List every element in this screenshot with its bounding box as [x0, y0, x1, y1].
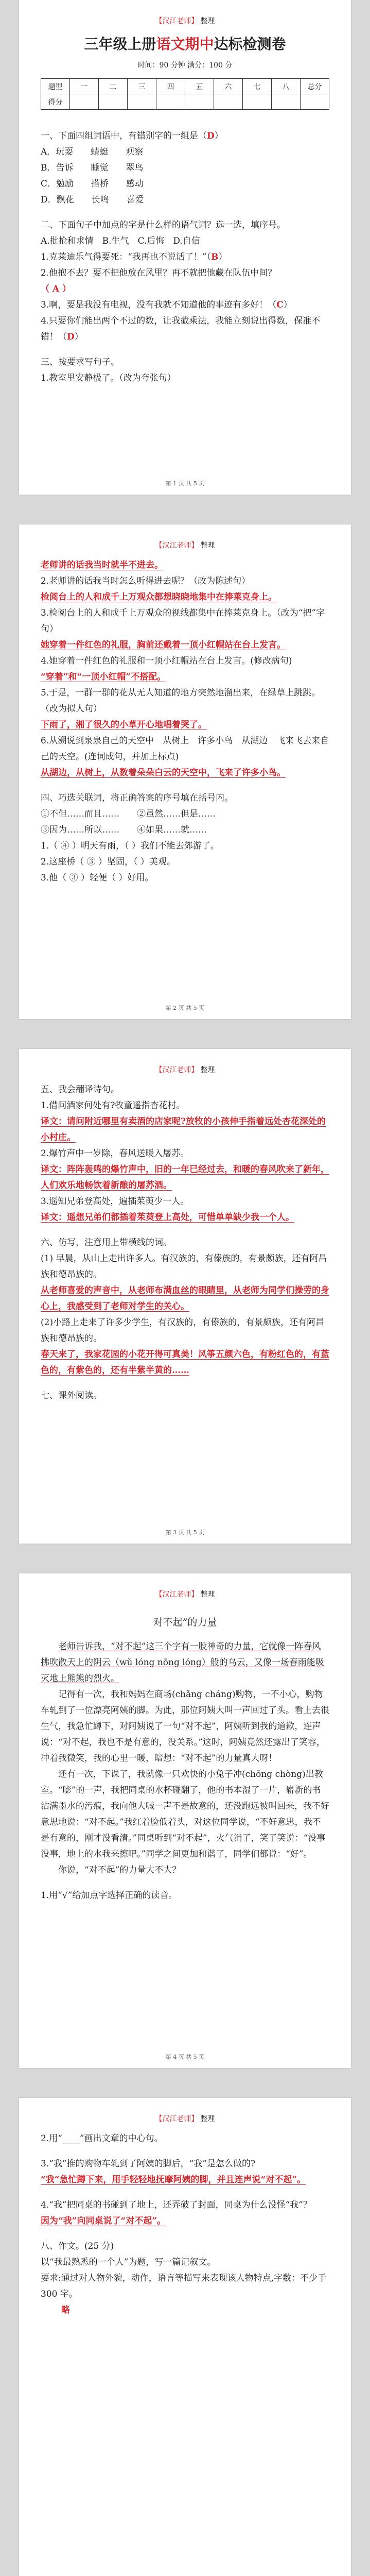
answer-6: 从湖边，从树上，从数着朵朵白云的天空中，飞来了许多小鸟。	[41, 768, 286, 778]
essay-title: 对不起”的力量	[153, 1617, 217, 1628]
section-2-q4: 4.只要你们能出两个不过的数，让我截乘法，我能立刻说出得数，保准不错！（D）	[41, 316, 321, 342]
page-header: 【汉江老师】 整理	[155, 1066, 215, 1074]
section-3-q1: 1.教室里安静极了。（改为夸张句）	[41, 373, 176, 383]
exam-meta: 时间：90 分钟 满分：100 分	[137, 61, 233, 70]
section-2-q2: 2.他抱不去？要不把他放在风里？再不就把他藏在队伍中间？	[41, 268, 277, 278]
question-5: 5.于是，一群一群的花从无人知道的地方突然地溜出来，在绿草上跳跳。（改为拟人句）	[41, 688, 321, 714]
page-1	[19, 0, 351, 495]
section-4-q3: 3.他（ ③ ）轻便（ ）好用。	[41, 873, 154, 883]
essay-closing: 你说，“对不起”的力量大不大？	[58, 1865, 181, 1875]
option-a: A．玩耍 蜻蜓 观察	[41, 147, 144, 157]
section-5-title: 五、我会翻译诗句。	[41, 1084, 119, 1095]
section-6-title: 六、仿写，注意用上带横线的词。	[41, 1238, 172, 1248]
essay-para-3: 还有一次，下课了，我就像一只欢快的小兔子冲(chōng chòng)出教室。“嘭”的一声，我把同桌的水杯碰翻了，他的书本湿了一片，崭新的书沾满墨水的污痕，我向他大喊一声不是故意的，还没跑远被叫回来，我不好意思地说：“对不起。”我红着脸低着头，对这位同学说，“不好意思，我不是有意的，刚才没看清。”同桌听到“对不起”，火气消了，笑了笑说：“没事没事，地上的水我来擦吧。”同学之间更加和谐了，同学们都说：“好”。	[41, 1769, 329, 1859]
essay-para-2: 记得有一次，我和妈妈在商场(chǎng cháng)购物，一不小心，购物车轧到了一位漂亮阿姨的脚。为此，那位阿姨大叫一声回过了头。看上去很生气，我急忙蹲下，对阿姨说了一句“对不起”，阿姨听到我的道歉，连声说：“对不起，我也不是有意的，没关系。”这时，阿姨竟然还露出了笑容，冲着我微笑，我的心里一暖，暗想：“对不起”的力量真大呀！	[41, 1689, 329, 1764]
reading-a3: “我”急忙蹲下来，用手轻轻地抚摩阿姨的脚，并且连声说“对不起”。	[41, 2175, 306, 2185]
imitate-a2: 春天来了，我家花园的小花开得可真美！风筝五颜六色，有粉红色的，有蓝色的，有紫色的，还有半紫半黄的……	[41, 1349, 329, 1376]
reading-q4: 4.“我”把同桌的书碰到了地上，还弄破了封面，同桌为什么没怪“我”？	[41, 2200, 312, 2210]
reading-q1: 1.用“√”给加点字选择正确的读音。	[41, 1890, 178, 1901]
question-3: 3.检阅台上的人和成千上万观众的视线都集中在捧莱克身上。（改为“把”字句）	[41, 608, 325, 634]
composition-answer: 略	[61, 2305, 70, 2315]
page-header: 【汉江老师】 整理	[155, 1590, 215, 1599]
section-8-title: 八、作文。(25 分)	[41, 2241, 114, 2251]
imitate-q1: (1) 早晨，从山上走出许多人。有汉族的，有傣族的，有景颇族，还有阿昌族和德昂族的。	[41, 1253, 327, 1280]
page-header: 【汉江老师】 整理	[155, 2115, 215, 2123]
section-2-q2-ans: （ A ）	[41, 284, 72, 294]
answer-4: “穿着”和“一顶小红帽”不搭配。	[41, 672, 166, 682]
page-footer: 第 1 页 共 5 页	[165, 480, 205, 487]
section-4-q1: 1.（ ④ ）明天有雨，（ ）我们不能去郊游了。	[41, 841, 219, 851]
reading-q2: 2.用“____”画出文章的中心句。	[41, 2133, 163, 2144]
question-6: 6.从溯说到泉泉自己的天空中 从树上 许多小鸟 从湖边 飞来飞去来自己的天空。(连词成句，并加上标点)	[41, 736, 329, 762]
exam-title: 三年级上册语文期中达标检测卷	[84, 36, 286, 53]
section-2-title: 二、下面句子中加点的字是什么样的语气词？选一选，填序号。	[41, 220, 286, 230]
option-c: C．勉励 搭桥 感动	[41, 179, 144, 189]
essay-para-1: 老师告诉我，“对不起”这三个字有一股神奇的力量，它就像一阵春风拂吹散天上的阴云（wǔ lóng nōng lóng）般的乌云，又像一场春雨能吸灭地上熊熊的烈火。	[41, 1641, 324, 1684]
poem-1: 1.借问酒家何处有?牧童遥指杏花村。	[41, 1100, 185, 1111]
section-1-title: 一、下面四组词语中，有错别字的一组是（D）	[41, 131, 223, 141]
page-3	[19, 1049, 351, 1544]
answer-2: 检阅台上的人和成千上万观众都想晓晓地集中在捧莱克身上。	[41, 592, 277, 602]
section-4-q2: 2.这座桥（ ③ ）坚固，（ ）美观。	[41, 857, 175, 867]
page-header: 【汉江老师】 整理	[155, 541, 215, 550]
poem-3: 3.遥知兄弟登高处，遍插茱萸少一人。	[41, 1196, 189, 1207]
imitate-a1: 从老师喜爱的声音中，从老师布满血丝的眼睛里，从老师为同学们操劳的身心上，我感受到了老师对学生的关心。	[41, 1285, 329, 1312]
option-d: D．飘花 长鸣 喜爱	[41, 195, 144, 205]
page-4	[19, 1573, 351, 2068]
question-2: 2.老师讲的话我当时怎么听得进去呢？（改为陈述句）	[41, 576, 251, 586]
translation-2: 译文：阵阵轰鸣的爆竹声中，旧的一年已经过去，和暖的春风吹来了新年，人们欢乐地畅饮着新酿的屠苏酒。	[41, 1164, 329, 1191]
page-footer: 第 3 页 共 5 页	[165, 1529, 205, 1536]
translation-3: 译文：遥想兄弟们都插着茱萸登上高处，可惜单单缺少我一个人。	[41, 1212, 294, 1223]
section-7-title: 七、课外阅读。	[41, 1391, 102, 1401]
section-2-q3: 3.啊，要是我没有电视，没有我就不知道他的事迹有多好！（C）	[41, 300, 292, 310]
answer-5: 下雨了，湘了很久的小草开心地唱着哭了。	[41, 720, 207, 730]
section-4-title: 四、巧选关联词，将正确答案的序号填在括号内。	[41, 793, 233, 803]
score-table: 题型 一 二 三 四 五 六 七 八 总分 得分	[41, 78, 329, 110]
reading-a4: 因为“我”向同桌说了“对不起”。	[41, 2216, 166, 2226]
poem-2: 2.爆竹声中一岁除，春风送暖入屠苏。	[41, 1148, 189, 1159]
imitate-q2: (2)小路上走来了许多少学生，有汉族的，有傣族的，有景颇族，还有阿昌族和德昂族的。	[41, 1317, 325, 1344]
section-4-options-1: ①不但……而且…… ②虽然……但是……	[41, 809, 216, 819]
option-b: B．告诉 睡觉 翠鸟	[41, 163, 144, 173]
reading-q3: 3.“我”推的购物车轧到了阿姨的脚后，“我”是怎么做的?	[41, 2159, 256, 2169]
section-4-options-2: ③因为……所以…… ④如果……就……	[41, 825, 207, 835]
translation-1: 译文：请问附近哪里有卖酒的店家呢?放牧的小孩伸手指着远处杏花深处的小村庄。	[41, 1116, 326, 1143]
section-3-title: 三、按要求写句子。	[41, 357, 119, 367]
section-2-options: A.批抢和求情 B.生气 C.后悔 D.自信	[41, 236, 200, 246]
page-5	[19, 2098, 351, 2576]
page-header: 【汉江老师】 整理	[155, 17, 215, 25]
section-2-q1: 1.克莱迪乐气得要死：“我再也不说话了！”（B）	[41, 252, 227, 262]
question-4: 4.她穿着一件红色的礼服和一顶小红帽站在台上发言。(修改病句)	[41, 656, 292, 666]
page-footer: 第 2 页 共 5 页	[165, 1005, 205, 1011]
answer-3: 她穿着一件红色的礼服，胸前还戴着一顶小红帽站在台上发言。	[41, 640, 286, 650]
composition-prompt: 以“我最熟悉的一个人”为题，写一篇记叙文。	[41, 2257, 216, 2267]
page-footer: 第 4 页 共 5 页	[165, 2054, 205, 2060]
answer-1: 老师讲的话我当时就半不进去。	[41, 560, 163, 570]
page-2	[19, 524, 351, 1019]
composition-requirements: 要求:通过对人物外貌，动作，语言等描写来表现该人物特点,字数：不少于 300 字。	[41, 2273, 327, 2299]
